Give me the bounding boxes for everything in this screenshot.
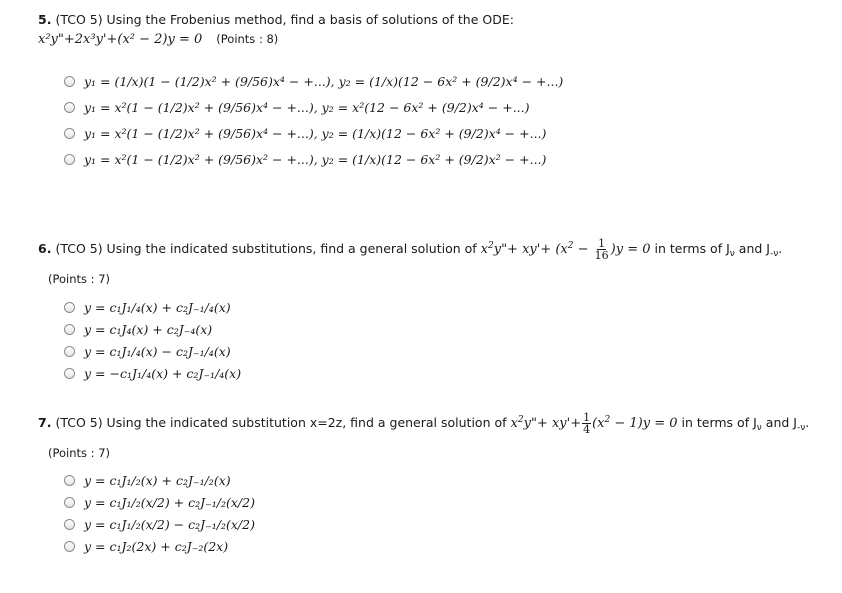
points-label: (Points : 8) [216, 32, 279, 46]
ode-equation: x²y"+2x³y'+(x² − 2)y = 0 [38, 32, 203, 47]
answer-option[interactable] [64, 340, 241, 362]
answer-option[interactable] [64, 362, 241, 384]
question-text: (TCO 5) Using the Frobenius method, find a basis of solutions of the ODE: [55, 12, 514, 27]
question-7-prompt [38, 412, 818, 435]
question-6-options [64, 296, 241, 384]
radio-button[interactable] [64, 475, 75, 486]
answer-text: y = c₁J₁/₄(x) + c₂J₋₁/₄(x) [84, 299, 231, 315]
answer-text: y = c₁J₁/₄(x) − c₂J₋₁/₄(x) [84, 343, 231, 359]
question-5-ode-line [38, 31, 818, 47]
question-5-prompt [38, 12, 818, 27]
question-tail: in terms of $J_\nu$ and $J_{-\nu}$. [681, 415, 810, 433]
question-number: 7. [38, 415, 52, 430]
question-7-options [64, 469, 255, 557]
answer-option[interactable] [64, 513, 255, 535]
radio-button[interactable] [64, 541, 75, 552]
question-6 [38, 238, 818, 286]
points-label: (Points : 7) [48, 272, 111, 286]
radio-button[interactable] [64, 128, 75, 139]
answer-option[interactable] [64, 68, 563, 94]
answer-text: y = c₁J₁/₂(x/2) + c₂J₋₁/₂(x/2) [84, 494, 255, 510]
answer-text: y = c₁J₁/₂(x/2) − c₂J₋₁/₂(x/2) [84, 516, 255, 532]
radio-button[interactable] [64, 324, 75, 335]
question-tail: in terms of $J_\nu$ and $J_{-\nu}$. [654, 241, 783, 259]
answer-option[interactable] [64, 318, 241, 340]
answer-option[interactable] [64, 491, 255, 513]
question-number: 5. [38, 12, 52, 27]
ode-equation: $x^2y"+ xy'+$ $\frac{1}{4}$ $(x^2 - 1)y = 0$ [510, 411, 678, 436]
answer-text: y = c₁J₄(x) + c₂J₋₄(x) [84, 321, 213, 337]
answer-text: y₁ = (1/x)(1 − (1/2)x² + (9/56)x⁴ − +...), y₂ = (1/x)(12 − 6x² + (9/2)x⁴ − +...) [84, 73, 564, 89]
answer-text: y = −c₁J₁/₄(x) + c₂J₋₁/₄(x) [84, 365, 242, 381]
question-5 [38, 12, 818, 47]
answer-option[interactable] [64, 94, 563, 120]
ode-equation: $x^2y"+ xy'+ (x^2$ − $\frac{1}{16}$ )y = 0 [480, 237, 651, 262]
question-number: 6. [38, 241, 52, 256]
answer-text: y₁ = x²(1 − (1/2)x² + (9/56)x⁴ − +...), y₂ = x²(12 − 6x² + (9/2)x⁴ − +...) [84, 99, 530, 115]
radio-button[interactable] [64, 497, 75, 508]
answer-option[interactable] [64, 469, 255, 491]
radio-button[interactable] [64, 102, 75, 113]
answer-option[interactable] [64, 146, 563, 172]
question-7 [38, 412, 818, 460]
radio-button[interactable] [64, 76, 75, 87]
radio-button[interactable] [64, 302, 75, 313]
radio-button[interactable] [64, 519, 75, 530]
answer-option[interactable] [64, 120, 563, 146]
answer-text: y₁ = x²(1 − (1/2)x² + (9/56)x⁴ − +...), y₂ = (1/x)(12 − 6x² + (9/2)x⁴ − +...) [84, 125, 547, 141]
radio-button[interactable] [64, 154, 75, 165]
answer-text: y = c₁J₁/₂(x) + c₂J₋₁/₂(x) [84, 472, 231, 488]
question-6-prompt [38, 238, 818, 261]
question-text: (TCO 5) Using the indicated substitutions, find a general solution of [55, 241, 477, 256]
answer-text: y = c₁J₂(2x) + c₂J₋₂(2x) [84, 538, 229, 554]
answer-option[interactable] [64, 296, 241, 318]
radio-button[interactable] [64, 368, 75, 379]
radio-button[interactable] [64, 346, 75, 357]
question-5-options [64, 68, 563, 172]
question-text: (TCO 5) Using the indicated substitution x=2z, find a general solution of [55, 415, 507, 430]
points-label: (Points : 7) [48, 446, 111, 460]
answer-text: y₁ = x²(1 − (1/2)x² + (9/56)x² − +...), y₂ = (1/x)(12 − 6x² + (9/2)x² − +...) [84, 151, 547, 167]
answer-option[interactable] [64, 535, 255, 557]
